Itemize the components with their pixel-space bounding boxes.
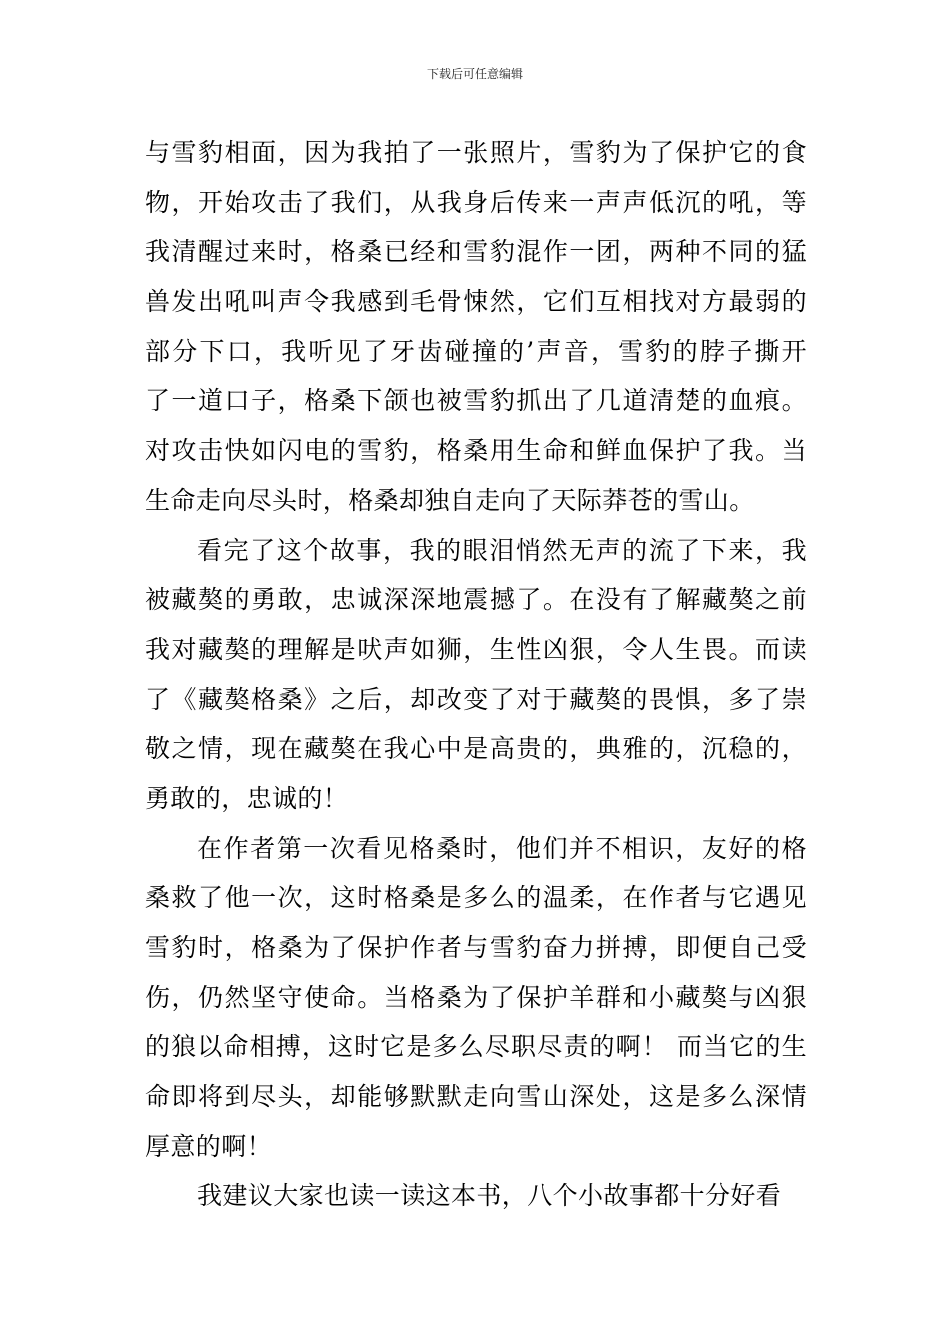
- paragraph: [145, 128, 807, 526]
- text-line: 桑救了他一次，这时格桑是多么的温柔，在作者与它遇见: [145, 883, 807, 913]
- text-line: 部分下口，我听见了牙齿碰撞的’声音，雪豹的脖子撕开: [145, 336, 807, 366]
- text-line: 对攻击快如闪电的雪豹，格桑用生命和鲜血保护了我。当: [145, 436, 807, 466]
- text-line: 了一道口子，格桑下颌也被雪豹抓出了几道清楚的血痕。: [145, 386, 807, 416]
- text-line: 厚意的啊！: [145, 1131, 273, 1161]
- paragraph: [145, 824, 807, 1172]
- text-line: 兽发出吼叫声令我感到毛骨悚然，它们互相找对方最弱的: [145, 287, 807, 317]
- page-header: 下载后可任意编辑: [426, 67, 523, 81]
- paragraph: [145, 526, 807, 824]
- text-line: 雪豹时，格桑为了保护作者与雪豹奋力拼搏，即便自己受: [145, 933, 807, 962]
- text-line: 勇敢的，忠诚的！: [145, 783, 349, 813]
- text-line: 我建议大家也读一读这本书，八个小故事都十分好看: [197, 1181, 782, 1211]
- text-line: 伤，仍然坚守使命。当格桑为了保护羊群和小藏獒与凶狠: [145, 982, 807, 1012]
- text-line: 生命走向尽头时，格桑却独自走向了天际莽苍的雪山。: [145, 485, 755, 515]
- text-line: 物，开始攻击了我们，从我身后传来一声声低沉的吼，等: [145, 187, 807, 217]
- text-line: 我清醒过来时，格桑已经和雪豹混作一团，两种不同的猛: [145, 237, 807, 267]
- paragraph: [145, 1171, 807, 1221]
- text-line: 看完了这个故事，我的眼泪悄然无声的流了下来，我: [197, 535, 807, 565]
- text-line: 了《藏獒格桑》之后，却改变了对于藏獒的畏惧，多了崇: [145, 684, 807, 714]
- text-line: 在作者第一次看见格桑时，他们并不相识，友好的格: [197, 833, 807, 863]
- text-line: 我对藏獒的理解是吠声如狮，生性凶狠，令人生畏。而读: [145, 634, 807, 664]
- text-line: 与雪豹相面，因为我拍了一张照片，雪豹为了保护它的食: [145, 138, 807, 167]
- text-line: 命即将到尽头，却能够默默走向雪山深处，这是多么深情: [145, 1082, 807, 1112]
- text-line: 敬之情，现在藏獒在我心中是高贵的，典雅的，沉稳的，: [145, 734, 807, 764]
- text-line: 被藏獒的勇敢，忠诚深深地震撼了。在没有了解藏獒之前: [145, 585, 807, 615]
- body-text: [145, 128, 807, 1221]
- text-line: 的狼以命相搏，这时它是多么尽职尽责的啊！ 而当它的生: [145, 1032, 807, 1062]
